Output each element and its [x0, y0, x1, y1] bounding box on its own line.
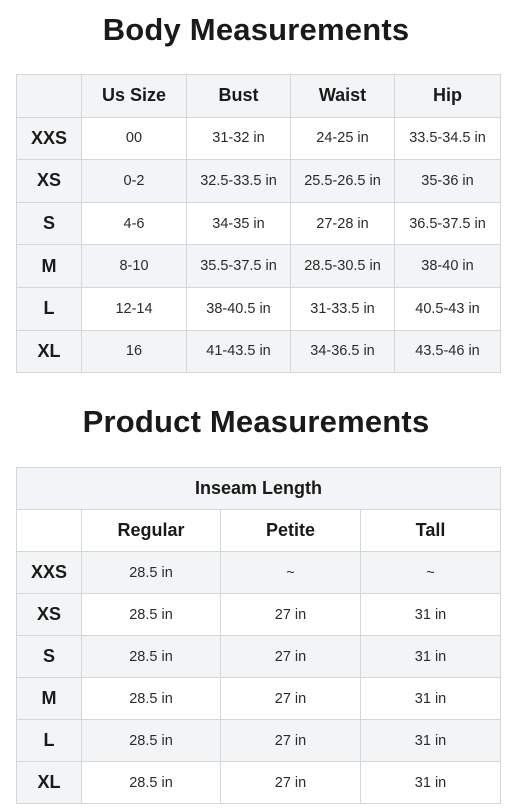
column-header-waist: Waist: [291, 75, 395, 118]
us-size-cell: 4-6: [82, 202, 187, 245]
bust-cell: 35.5-37.5 in: [187, 245, 291, 288]
waist-cell: 34-36.5 in: [291, 330, 395, 373]
regular-cell: 28.5 in: [82, 678, 221, 720]
hip-cell: 40.5-43 in: [395, 287, 501, 330]
size-label: XL: [17, 330, 82, 373]
regular-cell: 28.5 in: [82, 594, 221, 636]
table-row: [17, 117, 501, 160]
petite-cell: ~: [221, 552, 361, 594]
column-header-regular: Regular: [82, 510, 221, 552]
table-row: [17, 636, 501, 678]
bust-cell: 38-40.5 in: [187, 287, 291, 330]
column-header-us-size: Us Size: [82, 75, 187, 118]
column-header-petite: Petite: [221, 510, 361, 552]
table-row: [17, 678, 501, 720]
table-row: [17, 720, 501, 762]
tall-cell: 31 in: [361, 762, 501, 804]
size-label: XS: [17, 594, 82, 636]
bust-cell: 41-43.5 in: [187, 330, 291, 373]
petite-cell: 27 in: [221, 594, 361, 636]
waist-cell: 28.5-30.5 in: [291, 245, 395, 288]
table-row: [17, 287, 501, 330]
tall-cell: 31 in: [361, 678, 501, 720]
regular-cell: 28.5 in: [82, 636, 221, 678]
size-label: M: [17, 245, 82, 288]
waist-cell: 31-33.5 in: [291, 287, 395, 330]
hip-cell: 36.5-37.5 in: [395, 202, 501, 245]
table-header-row: [17, 75, 501, 118]
bust-cell: 31-32 in: [187, 117, 291, 160]
waist-cell: 27-28 in: [291, 202, 395, 245]
table-row: [17, 552, 501, 594]
size-label: S: [17, 202, 82, 245]
hip-cell: 35-36 in: [395, 160, 501, 203]
regular-cell: 28.5 in: [82, 720, 221, 762]
column-header-tall: Tall: [361, 510, 501, 552]
waist-cell: 24-25 in: [291, 117, 395, 160]
table-row: [17, 245, 501, 288]
size-label: M: [17, 678, 82, 720]
size-label: XXS: [17, 117, 82, 160]
hip-cell: 43.5-46 in: [395, 330, 501, 373]
size-label: XS: [17, 160, 82, 203]
us-size-cell: 8-10: [82, 245, 187, 288]
size-label: S: [17, 636, 82, 678]
table-row: [17, 762, 501, 804]
body-measurements-table: [16, 74, 501, 373]
table-row: [17, 330, 501, 373]
hip-cell: 33.5-34.5 in: [395, 117, 501, 160]
table-row: [17, 160, 501, 203]
column-header-bust: Bust: [187, 75, 291, 118]
table-header-row: [17, 510, 501, 552]
us-size-cell: 16: [82, 330, 187, 373]
tall-cell: 31 in: [361, 594, 501, 636]
bust-cell: 34-35 in: [187, 202, 291, 245]
tall-cell: 31 in: [361, 720, 501, 762]
product-measurements-title: Product Measurements: [82, 404, 430, 439]
us-size-cell: 12-14: [82, 287, 187, 330]
tall-cell: ~: [361, 552, 501, 594]
size-label: XL: [17, 762, 82, 804]
petite-cell: 27 in: [221, 636, 361, 678]
body-measurements-title: Body Measurements: [102, 12, 410, 47]
corner-cell: [17, 510, 82, 552]
waist-cell: 25.5-26.5 in: [291, 160, 395, 203]
column-header-hip: Hip: [395, 75, 501, 118]
us-size-cell: 0-2: [82, 160, 187, 203]
size-label: L: [17, 287, 82, 330]
us-size-cell: 00: [82, 117, 187, 160]
size-label: XXS: [17, 552, 82, 594]
table-row: [17, 594, 501, 636]
petite-cell: 27 in: [221, 678, 361, 720]
petite-cell: 27 in: [221, 720, 361, 762]
petite-cell: 27 in: [221, 762, 361, 804]
bust-cell: 32.5-33.5 in: [187, 160, 291, 203]
regular-cell: 28.5 in: [82, 762, 221, 804]
table-row: [17, 202, 501, 245]
table-group-header-row: [17, 468, 501, 510]
hip-cell: 38-40 in: [395, 245, 501, 288]
inseam-length-header: Inseam Length: [17, 468, 501, 510]
product-measurements-table: [16, 467, 501, 804]
tall-cell: 31 in: [361, 636, 501, 678]
regular-cell: 28.5 in: [82, 552, 221, 594]
corner-cell: [17, 75, 82, 118]
size-label: L: [17, 720, 82, 762]
